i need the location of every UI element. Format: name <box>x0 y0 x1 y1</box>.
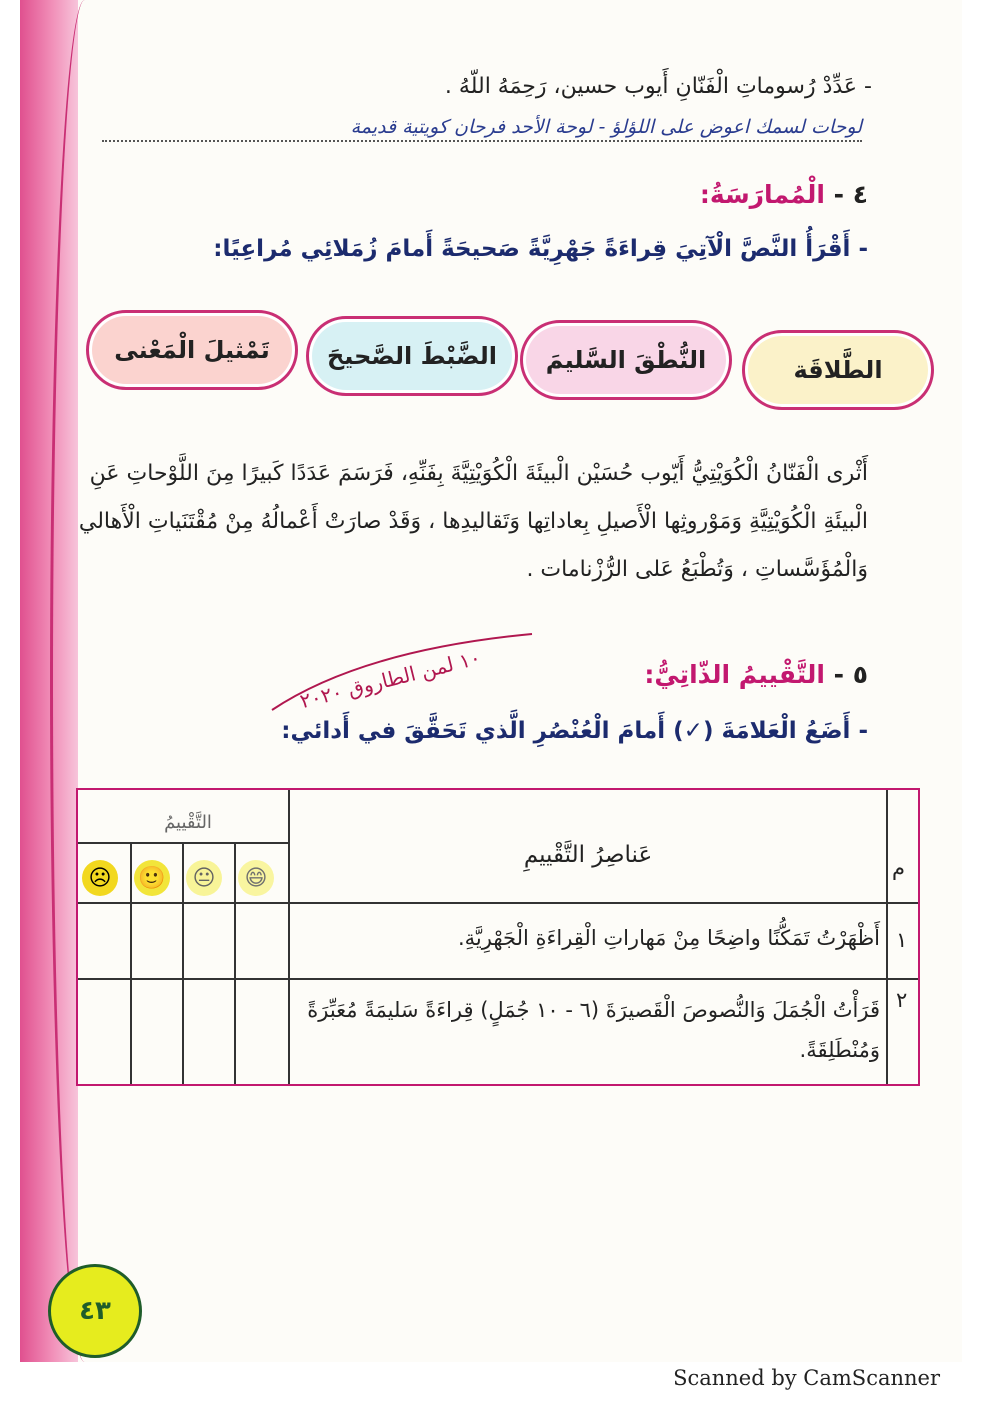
table-divider-face-3 <box>234 842 236 1084</box>
table-header-bottom <box>78 902 918 904</box>
section-5-number: ٥ - <box>833 660 868 689</box>
skill-meaning-representation: تَمْثيلَ الْمَعْنى <box>86 310 298 390</box>
section-5-heading <box>644 660 868 689</box>
workbook-page <box>20 0 962 1362</box>
red-ink-text: ١٠ لمن الطاروق ٢٠٢٠ <box>297 645 484 714</box>
section-5-instruction: - أَضَعُ الْعَلامَةَ (✓) أَمامَ الْعُنْصُرِ الَّذي تَحَقَّقَ في أَدائي: <box>281 718 868 744</box>
scanner-watermark: Scanned by CamScanner <box>673 1366 940 1390</box>
table-rating-subheader-line <box>78 842 288 844</box>
skill-fluency: الطَّلاقَة <box>742 330 934 410</box>
reading-paragraph: أَثْرى الْفَنّانُ الْكُوَيْتِيُّ أَيّوب حُسَيْن الْبيئَةَ الْكُوَيْتِيَّةَ بِفَنِّهِ، فَرَسَمَ عَدَدًا كَبيرًا مِنَ اللَّوْحاتِ عَنِ الْبيئَةِ الْكُوَيْتِيَّةِ وَمَوْروثِها الْأَصيلِ بِعاداتِها وَتَقاليدِها ، وَقَدْ صارَتْ أَعْمالُهُ مِنْ مُقْتَنَياتِ الْأَهالي وَالْمُؤَسَّساتِ ، وَتُطْبَعُ عَلى الرُّزْنامات . <box>78 461 868 582</box>
row-2-number: ٢ <box>896 988 908 1012</box>
column-header-rating: التَّقْييمُ <box>164 812 212 833</box>
page-number: ٤٣ <box>48 1264 142 1358</box>
table-divider-face-1 <box>130 842 132 1084</box>
section-4-heading <box>700 180 868 209</box>
table-row-divider <box>78 978 918 980</box>
neutral-face-icon: 🙂 <box>134 860 170 896</box>
self-assessment-table <box>76 788 920 1086</box>
table-divider-face-2 <box>182 842 184 1084</box>
red-ink-note <box>242 630 542 720</box>
section-4-instruction: - أَقْرَأُ النَّصَّ الْآتِيَ قِراءَةً جَهْرِيَّةً صَحيحَةً أَمامَ زُمَلائِي مُراعِيًا: <box>213 236 868 262</box>
table-divider-number <box>886 790 888 1084</box>
column-header-number: م <box>892 856 906 880</box>
column-header-elements: عَناصِرُ التَّقْييمِ <box>523 842 653 868</box>
smiling-face-icon: 😐 <box>186 860 222 896</box>
handwritten-answer: لوحات لسمك اعوض على اللؤلؤ - لوحة الأحد فرحان كويتية قديمة <box>102 116 862 142</box>
section-4-title: الْمُمارَسَةُ: <box>699 180 825 209</box>
row-1-number: ١ <box>896 928 908 952</box>
section-5-title: التَّقْييمُ الذّاتِيُّ: <box>644 660 825 689</box>
row-1-text: أَظْهَرْتُ تَمَكُّنًا واضِحًا مِنْ مَهاراتِ الْقِراءَةِ الْجَهْرِيَّةِ. <box>457 926 880 950</box>
very-happy-face-icon: 😄 <box>238 860 274 896</box>
pink-page-curve <box>50 0 113 1362</box>
section-4-number: ٤ - <box>833 180 868 209</box>
skill-correct-diacritics: الضَّبْطَ الصَّحيحَ <box>306 316 518 396</box>
row-2-text: قَرَأْتُ الْجُمَلَ وَالنُّصوصَ الْقَصيرَةَ (٦ - ١٠ جُمَلٍ) قِراءَةً سَليمَةً مُعَبِّرَةً وَمُنْطَلِقَةً. <box>307 998 880 1062</box>
table-divider-rating <box>288 790 290 1084</box>
intro-question: - عَدِّدْ رُسوماتِ الْفَنّانِ أَيوب حسين، رَحِمَهُ اللّهُ . <box>444 74 872 99</box>
skill-pronunciation: النُّطْقَ السَّليمَ <box>520 320 732 400</box>
sad-face-icon: ☹ <box>82 860 118 896</box>
